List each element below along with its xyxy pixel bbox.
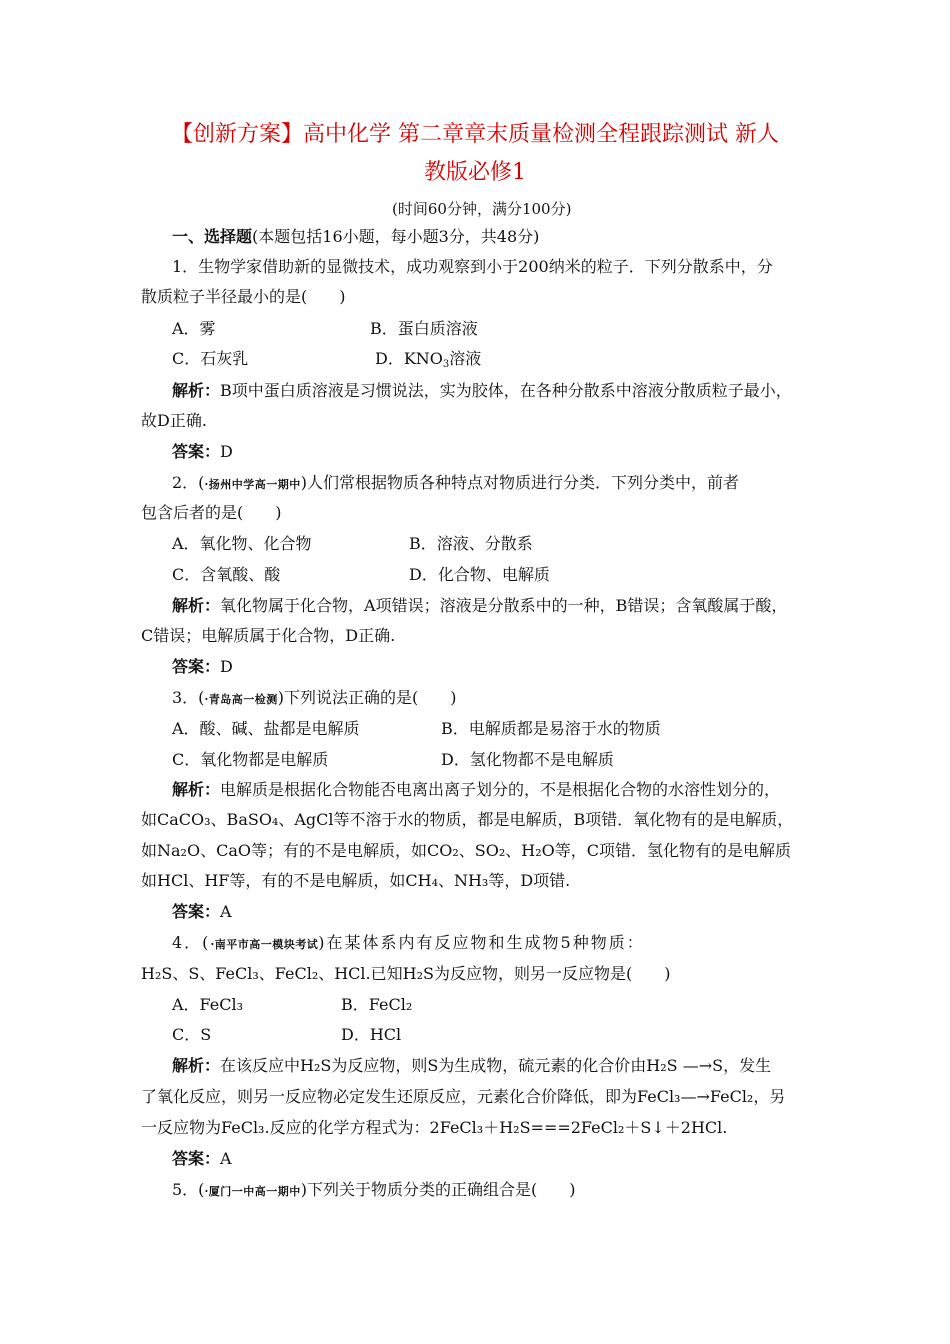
q5-number: 5．(: [172, 1180, 205, 1199]
q4-option-d: D．HCl: [341, 1025, 402, 1044]
q3-analysis-line3: 如Na₂O、CaO等；有的不是电解质，如CO₂、SO₂、H₂O等，C项错．氢化物有的是电解质: [141, 841, 791, 860]
q3-number: 3．(: [172, 688, 205, 707]
q4-analysis-line1: [172, 1055, 771, 1077]
q1-option-d-sub: 3: [442, 359, 450, 370]
q1-text-line1: 1．生物学家借助新的显微技术，成功观察到小于200纳米的粒子．下列分散系中，分: [172, 257, 773, 276]
q4-option-b: B．FeCl₂: [341, 995, 413, 1014]
answer-label: 答案：: [172, 657, 221, 676]
q1-text-line2: 散质粒子半径最小的是( ): [141, 287, 346, 306]
q5-text-line1: [172, 1179, 576, 1203]
q1-analysis-text: B项中蛋白质溶液是习惯说法，实为胶体，在各种分散系中溶液分散质粒子最小，: [220, 381, 792, 400]
q5-source: ·厦门一中高一期中: [204, 1185, 301, 1198]
q3-option-d: D．氢化物都不是电解质: [441, 750, 614, 769]
q3-text: )下列说法正确的是( ): [277, 688, 457, 707]
q4-text-line2: H₂S、S、FeCl₃、FeCl₂、HCl.已知H₂S为反应物，则另一反应物是( ): [141, 964, 671, 983]
q4-option-a: A．FeCl₃: [172, 995, 244, 1014]
q1-option-d-pre: D．KNO: [375, 349, 443, 368]
q3-option-a: A．酸、碱、盐都是电解质: [172, 719, 360, 738]
q2-text: )人们常根据物质各种特点对物质进行分类．下列分类中，前者: [300, 473, 740, 492]
q2-analysis-line2: C错误；电解质属于化合物，D正确.: [141, 626, 396, 645]
q4-analysis-line3: 一反应物为FeCl₃.反应的化学方程式为：2FeCl₃＋H₂S===2FeCl₂＋S↓＋2HCl.: [141, 1118, 728, 1137]
q1-option-b: B．蛋白质溶液: [370, 319, 478, 338]
analysis-label: 解析：: [172, 780, 221, 799]
q3-analysis-line1: [172, 779, 780, 801]
document-title-line1: 【创新方案】高中化学 第二章章末质量检测全程跟踪测试 新人: [171, 122, 779, 147]
q2-option-b: B．溶液、分散系: [409, 534, 533, 553]
q4-source: ·南平市高一模块考试: [210, 938, 319, 951]
q2-analysis-text: 氧化物属于化合物，A项错误；溶液是分散系中的一种，B错误；含氧酸属于酸，: [220, 596, 788, 615]
q1-answer: [172, 441, 233, 463]
q3-analysis-text: 电解质是根据化合物能否电离出离子划分的，不是根据化合物的水溶性划分的，: [220, 780, 781, 799]
q4-option-c: C．S: [172, 1025, 212, 1044]
q3-answer: [172, 901, 232, 923]
q1-option-a: A．雾: [172, 319, 216, 338]
section-desc: (本题包括16小题，每小题3分，共48分): [252, 227, 540, 246]
q1-option-c: C．石灰乳: [172, 349, 249, 368]
section-title: 一、选择题: [172, 227, 253, 246]
q2-answer-value: D: [220, 657, 233, 676]
q2-analysis-line1: [172, 595, 787, 617]
q2-option-d: D．化合物、电解质: [409, 565, 550, 584]
q4-number: 4．(: [172, 933, 211, 952]
q2-number: 2．(: [172, 473, 205, 492]
q4-answer: [172, 1148, 232, 1170]
q2-text-line1: [172, 472, 739, 496]
document-title-line2: 教版必修1: [424, 160, 526, 185]
analysis-label: 解析：: [172, 381, 221, 400]
q3-answer-value: A: [220, 902, 232, 921]
q4-text-line1: [172, 932, 645, 956]
answer-label: 答案：: [172, 442, 221, 461]
q1-option-d-post: 溶液: [449, 349, 482, 368]
q3-option-b: B．电解质都是易溶于水的物质: [441, 719, 661, 738]
q5-text: )下列关于物质分类的正确组合是( ): [300, 1180, 576, 1199]
q4-answer-value: A: [220, 1149, 232, 1168]
q3-option-c: C．氧化物都是电解质: [172, 750, 329, 769]
q4-analysis-line2: 了氧化反应，则另一反应物必定发生还原反应，元素化合价降低，即为FeCl₃—→FeCl₂，另: [141, 1087, 786, 1106]
q1-analysis-line1: [172, 380, 792, 402]
section-heading: [172, 226, 539, 248]
q3-text-line1: [172, 687, 457, 711]
q1-analysis-line2: 故D正确.: [141, 411, 207, 430]
q4-text: )在某体系内有反应物和生成物5种物质：: [318, 933, 645, 952]
answer-label: 答案：: [172, 1149, 221, 1168]
analysis-label: 解析：: [172, 1056, 221, 1075]
analysis-label: 解析：: [172, 596, 221, 615]
answer-label: 答案：: [172, 902, 221, 921]
q2-answer: [172, 656, 233, 678]
q2-text-line2: 包含后者的是( ): [141, 503, 282, 522]
q3-analysis-line2: 如CaCO₃、BaSO₄、AgCl等不溶于水的物质，都是电解质，B项错．氧化物有的是电解质，: [141, 810, 794, 829]
exam-meta: (时间60分钟，满分100分): [392, 200, 572, 218]
q3-source: ·青岛高一检测: [204, 693, 278, 706]
q3-analysis-line4: 如HCl、HF等，有的不是电解质，如CH₄、NH₃等，D项错.: [141, 871, 571, 890]
q2-option-a: A．氧化物、化合物: [172, 534, 312, 553]
q2-source: ·扬州中学高一期中: [204, 478, 301, 491]
q2-option-c: C．含氧酸、酸: [172, 565, 281, 584]
q1-option-d: [375, 348, 481, 370]
q1-answer-value: D: [220, 442, 233, 461]
q4-analysis-text: 在该反应中H₂S为反应物，则S为生成物，硫元素的化合价由H₂S —→S，发生: [220, 1056, 772, 1075]
